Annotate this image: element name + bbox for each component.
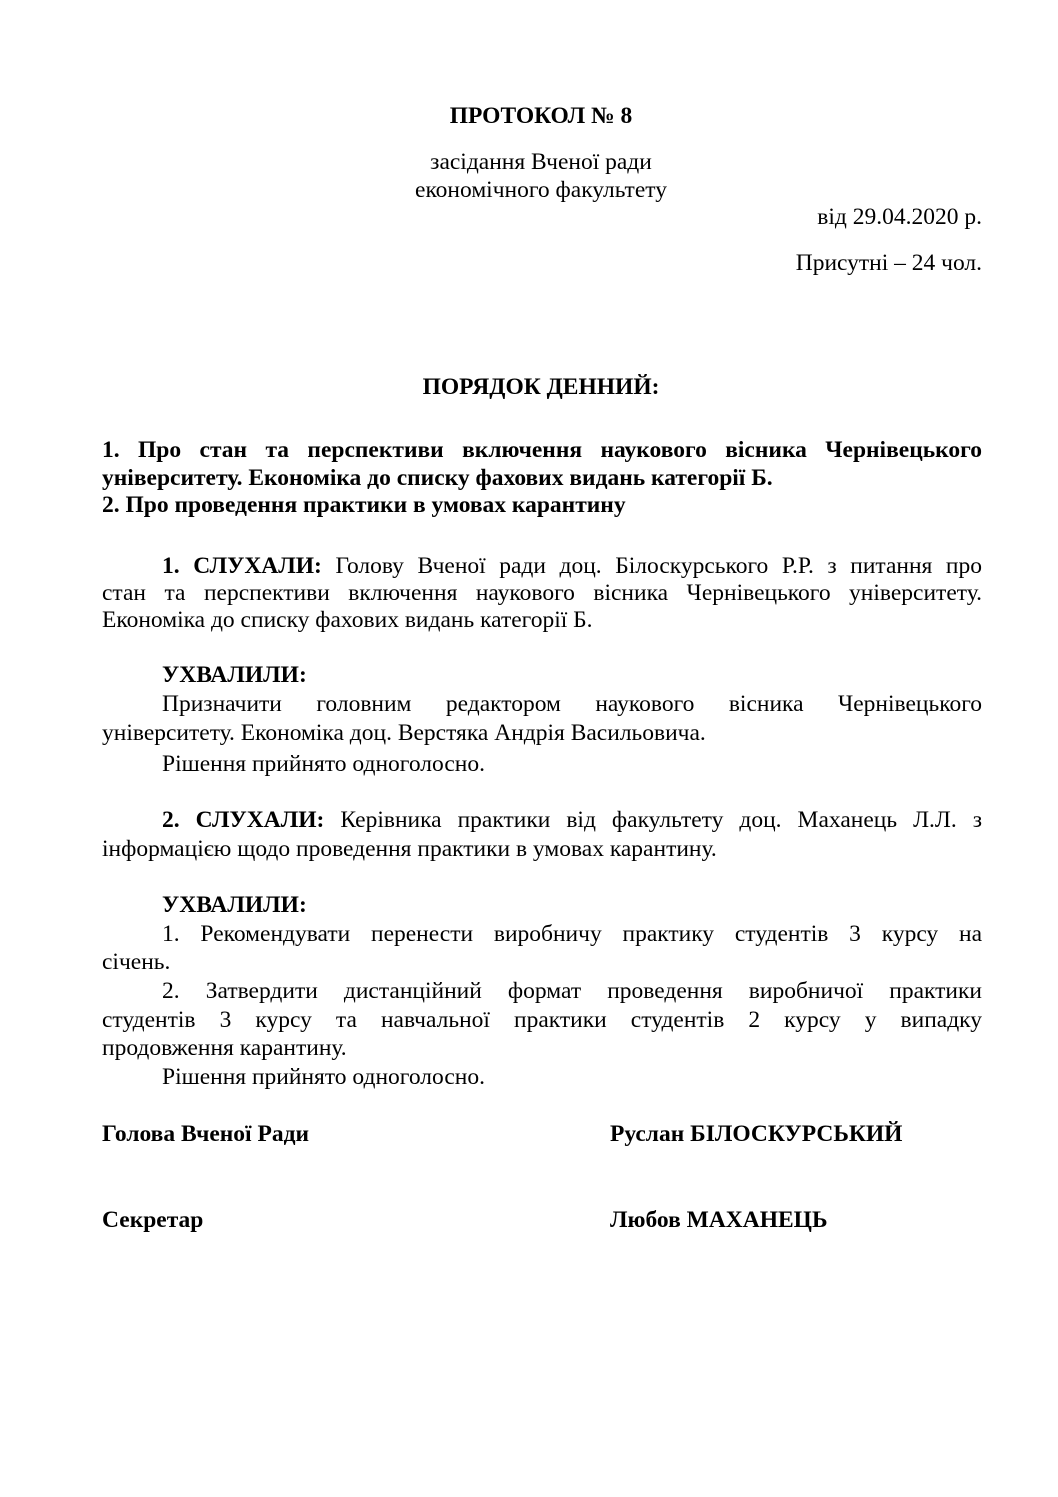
section-1-resolved-label: УХВАЛИЛИ:	[162, 662, 307, 688]
secretary-role: Секретар	[102, 1207, 204, 1233]
section-1-decision: Рішення прийнято одноголосно.	[162, 751, 485, 777]
agenda-item-2: 2. Про проведення практики в умовах карантину	[102, 492, 626, 518]
section-2-heard	[162, 806, 982, 834]
section-2-point-2-line-3: продовження карантину.	[102, 1035, 347, 1061]
chair-name: Руслан БІЛОСКУРСЬКИЙ	[610, 1121, 903, 1147]
section-2-point-1-line-2: січень.	[102, 949, 171, 975]
section-1-heard-text-1: Голову Вченої ради доц. Білоскурського Р.Р. з питання про	[321, 553, 982, 579]
section-2-point-2-line-1: 2. Затвердити дистанційний формат проведення виробничої практики	[162, 978, 982, 1004]
chair-role: Голова Вченої Ради	[102, 1121, 309, 1147]
section-2-heard-text-1: Керівника практики від факультету доц. Маханець Л.Л. з	[324, 807, 982, 833]
section-1-heard-text-2: стан та перспективи включення наукового вісника Чернівецького університету.	[102, 580, 982, 606]
section-2-point-2-line-2: студентів 3 курсу та навчальної практики студентів 2 курсу у випадку	[102, 1007, 982, 1033]
section-2-heard-text-2: інформацією щодо проведення практики в умовах карантину.	[102, 836, 717, 862]
section-1-resolved-line-1: Призначити головним редактором наукового вісника Чернівецького	[162, 691, 982, 717]
section-2-resolved-label: УХВАЛИЛИ:	[162, 892, 307, 918]
document-date: від 29.04.2020 р.	[817, 204, 982, 230]
agenda-item-1-line-2: університету. Економіка до списку фахових видань категорії Б.	[102, 465, 773, 491]
agenda-item-1-line-1: 1. Про стан та перспективи включення наукового вісника Чернівецького	[102, 437, 982, 463]
section-1-resolved-line-2: університету. Економіка доц. Верстяка Андрія Васильовича.	[102, 720, 706, 746]
subtitle-line-2: економічного факультету	[415, 177, 667, 203]
section-2-point-1-line-1: 1. Рекомендувати перенести виробничу практику студентів 3 курсу на	[162, 921, 982, 947]
document-title: ПРОТОКОЛ № 8	[449, 103, 633, 129]
attendance: Присутні – 24 чол.	[795, 250, 982, 276]
secretary-name: Любов МАХАНЕЦЬ	[610, 1207, 828, 1233]
section-2-decision: Рішення прийнято одноголосно.	[162, 1064, 485, 1090]
section-1-heard	[162, 552, 982, 580]
subtitle-line-1: засідання Вченої ради	[430, 149, 652, 175]
agenda-title: ПОРЯДОК ДЕННИЙ:	[422, 374, 660, 400]
section-1-heard-label: 1. СЛУХАЛИ:	[162, 553, 322, 579]
section-1-heard-text-3: Економіка до списку фахових видань категорії Б.	[102, 607, 593, 633]
section-2-heard-label: 2. СЛУХАЛИ:	[162, 807, 325, 833]
